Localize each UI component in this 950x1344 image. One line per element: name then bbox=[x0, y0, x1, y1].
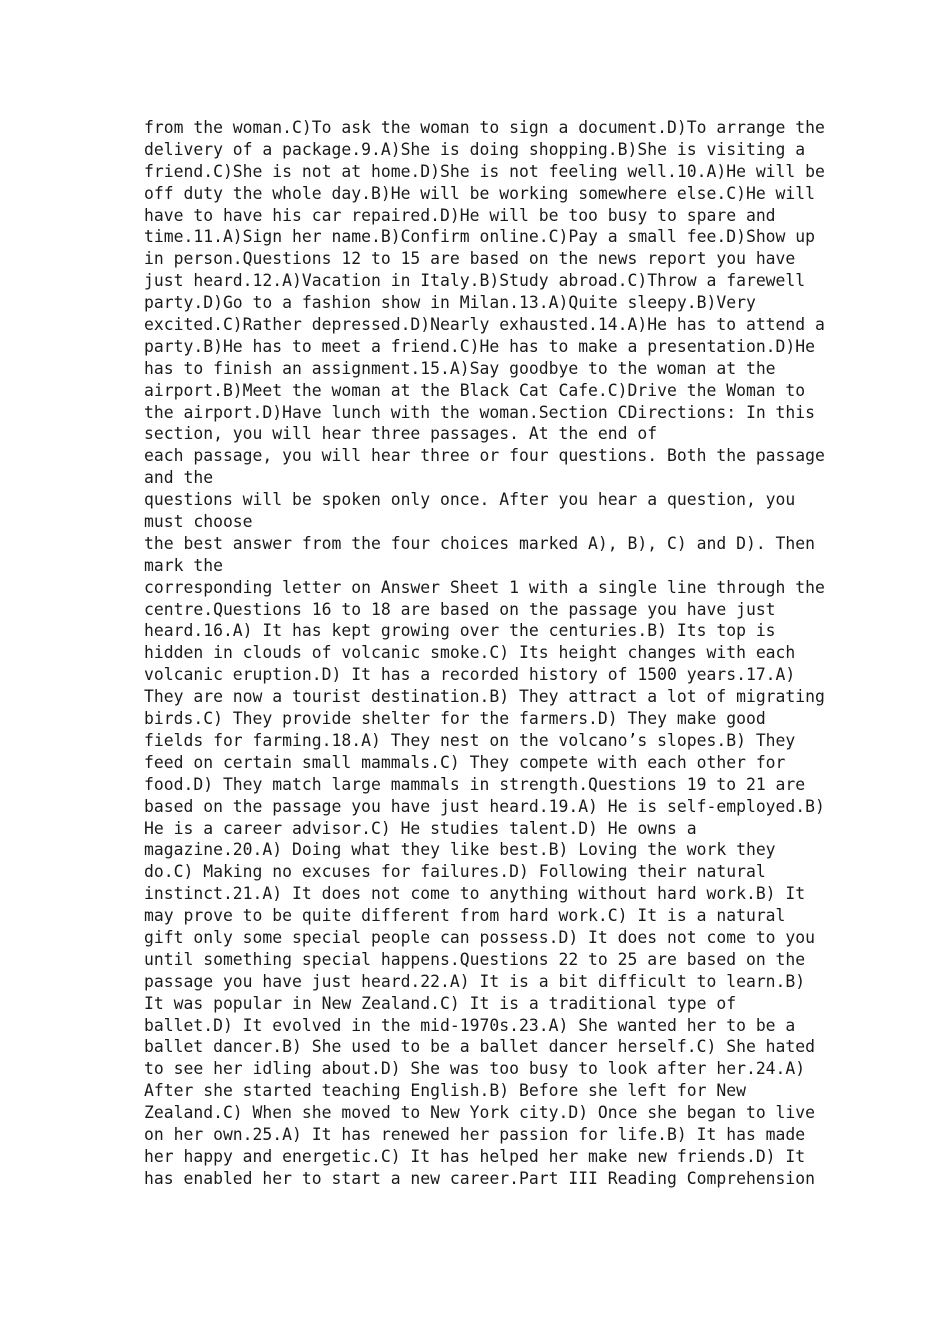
text-line: feed on certain small mammals.C) They compete with each other for bbox=[144, 752, 786, 772]
text-line: questions will be spoken only once. After you hear a question, you bbox=[144, 490, 796, 510]
text-line: from the woman.C)To ask the woman to sign a document.D)To arrange the bbox=[144, 118, 825, 137]
text-line: airport.B)Meet the woman at the Black Cat Cafe.C)Drive the Woman to bbox=[144, 380, 806, 400]
text-line: Zealand.C) When she moved to New York city.D) Once she began to live bbox=[144, 1103, 816, 1123]
text-line: After she started teaching English.B) Before she left for New bbox=[144, 1081, 746, 1101]
text-line: section, you will hear three passages. At the end of bbox=[144, 424, 658, 444]
text-line: have to have his car repaired.D)He will be too busy to spare and bbox=[144, 205, 776, 225]
text-line: food.D) They match large mammals in strength.Questions 19 to 21 are bbox=[144, 774, 806, 794]
text-line: the best answer from the four choices marked A), B), C) and D). Then bbox=[144, 533, 816, 553]
text-line: just heard.12.A)Vacation in Italy.B)Study abroad.C)Throw a farewell bbox=[144, 271, 806, 291]
text-line: off duty the whole day.B)He will be working somewhere else.C)He will bbox=[144, 183, 816, 203]
text-line: must choose bbox=[144, 512, 253, 532]
text-line: each passage, you will hear three or four questions. Both the passage bbox=[144, 446, 825, 466]
text-line: ballet.D) It evolved in the mid-1970s.23.A) She wanted her to be a bbox=[144, 1015, 796, 1035]
text-line: party.D)Go to a fashion show in Milan.13.A)Quite sleepy.B)Very bbox=[144, 293, 756, 313]
text-line: centre.Questions 16 to 18 are based on the passage you have just bbox=[144, 599, 776, 619]
text-line: It was popular in New Zealand.C) It is a traditional type of bbox=[144, 993, 737, 1013]
text-line: instinct.21.A) It does not come to anything without hard work.B) It bbox=[144, 884, 806, 904]
text-line: corresponding letter on Answer Sheet 1 with a single line through the bbox=[144, 577, 825, 597]
text-line: based on the passage you have just heard.19.A) He is self-employed.B) bbox=[144, 796, 825, 816]
text-line: magazine.20.A) Doing what they like best.B) Loving the work they bbox=[144, 840, 776, 860]
text-line: may prove to be quite different from hard work.C) It is a natural bbox=[144, 906, 786, 926]
text-line: on her own.25.A) It has renewed her passion for life.B) It has made bbox=[144, 1124, 806, 1144]
text-line: the airport.D)Have lunch with the woman.Section CDirections: In this bbox=[144, 402, 816, 422]
text-line: They are now a tourist destination.B) They attract a lot of migrating bbox=[144, 687, 825, 707]
text-line: ballet dancer.B) She used to be a ballet dancer herself.C) She hated bbox=[144, 1037, 816, 1057]
text-line: delivery of a package.9.A)She is doing shopping.B)She is visiting a bbox=[144, 139, 806, 159]
text-line: has to finish an assignment.15.A)Say goodbye to the woman at the bbox=[144, 358, 776, 378]
text-line: in person.Questions 12 to 15 are based on the news report you have bbox=[144, 249, 796, 269]
text-line: friend.C)She is not at home.D)She is not feeling well.10.A)He will be bbox=[144, 161, 825, 181]
text-line: to see her idling about.D) She was too busy to look after her.24.A) bbox=[144, 1059, 806, 1079]
text-line: has enabled her to start a new career.Part III Reading Comprehension bbox=[144, 1168, 816, 1188]
text-line: and the bbox=[144, 468, 214, 488]
text-line: birds.C) They provide shelter for the farmers.D) They make good bbox=[144, 709, 766, 729]
text-line: her happy and energetic.C) It has helped her make new friends.D) It bbox=[144, 1146, 806, 1166]
text-line: volcanic eruption.D) It has a recorded history of 1500 years.17.A) bbox=[144, 665, 796, 685]
text-line: party.B)He has to meet a friend.C)He has to make a presentation.D)He bbox=[144, 336, 816, 356]
text-line: hidden in clouds of volcanic smoke.C) Its height changes with each bbox=[144, 643, 796, 663]
text-line: passage you have just heard.22.A) It is a bit difficult to learn.B) bbox=[144, 971, 806, 991]
text-line: until something special happens.Questions 22 to 25 are based on the bbox=[144, 949, 806, 969]
text-line: do.C) Making no excuses for failures.D) Following their natural bbox=[144, 862, 766, 882]
text-line: excited.C)Rather depressed.D)Nearly exhausted.14.A)He has to attend a bbox=[144, 315, 825, 335]
text-line: fields for farming.18.A) They nest on the volcano’s slopes.B) They bbox=[144, 730, 796, 750]
text-line: mark the bbox=[144, 555, 223, 575]
text-line: heard.16.A) It has kept growing over the centuries.B) Its top is bbox=[144, 621, 776, 641]
body-text bbox=[144, 117, 824, 1190]
text-line: time.11.A)Sign her name.B)Confirm online.C)Pay a small fee.D)Show up bbox=[144, 227, 816, 247]
text-line: He is a career advisor.C) He studies talent.D) He owns a bbox=[144, 818, 697, 838]
text-line: gift only some special people can possess.D) It does not come to you bbox=[144, 927, 816, 947]
